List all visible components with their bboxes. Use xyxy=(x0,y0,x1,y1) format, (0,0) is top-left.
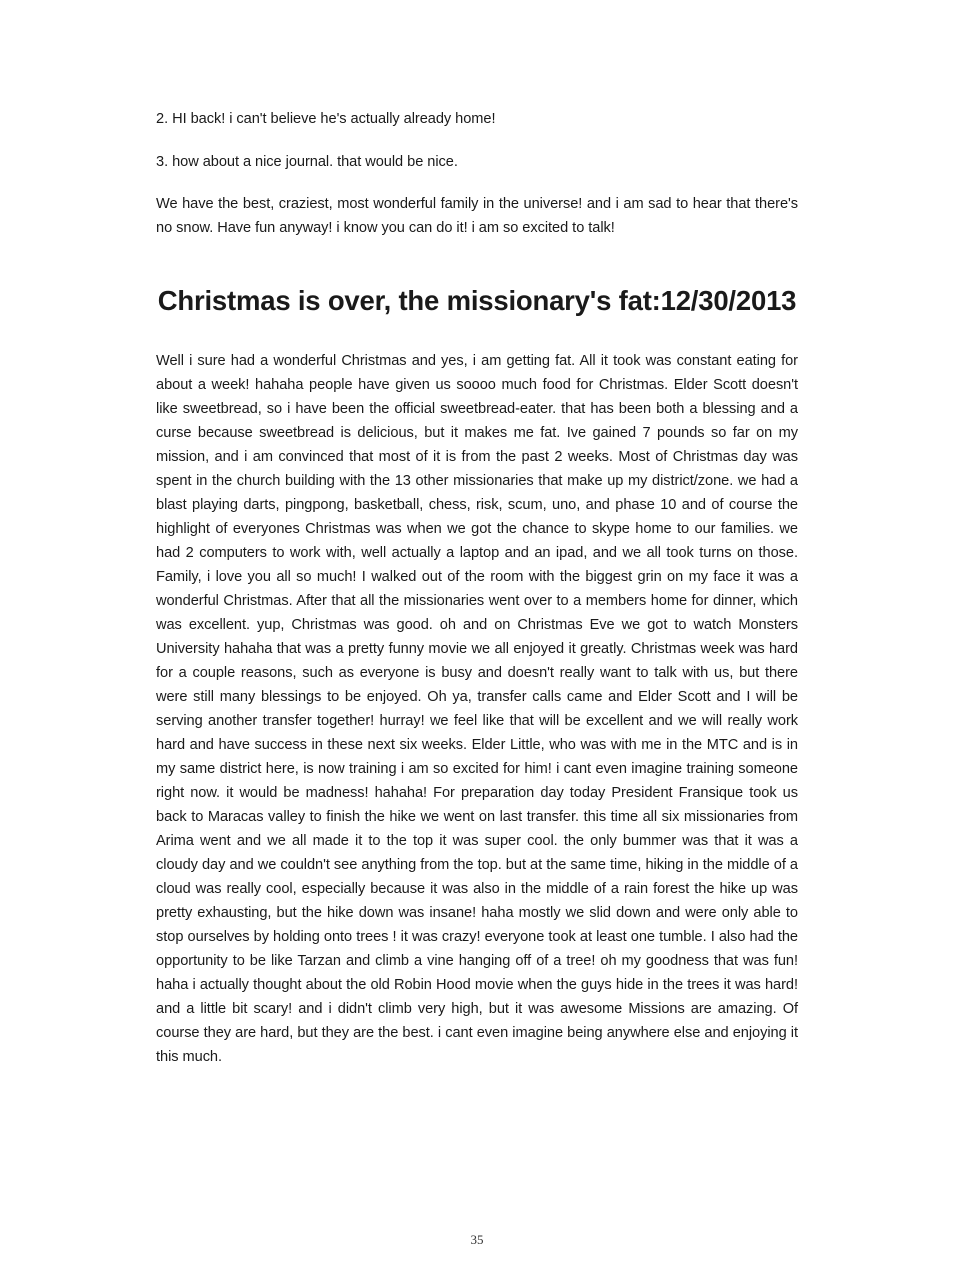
entry-title: Christmas is over, the missionary's fat:12/30/2013 xyxy=(157,284,797,316)
paragraph-item-2: 2. HI back! i can't believe he's actually already home! xyxy=(156,111,496,127)
entry-body-text: Well i sure had a wonderful Christmas and yes, i am getting fat. All it took was constant eating for about a week! hahaha people have given us soooo much food for Christmas. Elder Scott doesn't like sweetbread, so i have been the official sweetbread-eater. that has been both a blessing and a curse because sweetbread is delicious, but it makes me fat. Ive gained 7 pounds so far on my mission, and i am convinced that most of it is from the past 2 weeks. Most of Christmas day was spent in the church building with the 13 other missionaries that make up my district/zone. we had a blast playing darts, pingpong, basketball, chess, risk, scum, uno, and phase 10 and of course the highlight of everyones Christmas was when we got the chance to skype home to our families. we had 2 computers to work with, well actually a laptop and an ipad, and we all took turns on those. Family, i love you all so much! I walked out of the room with the biggest grin on my face it was a wonderful Christmas. After that all the missionaries went over to a members home for dinner, which was excellent. yup, Christmas was good. oh and on Christmas Eve we got to watch Monsters University hahaha that was a pretty funny movie we all enjoyed it greatly. Christmas week was hard for a couple reasons, such as everyone is busy and doesn't really want to talk with us, but there were still many blessings to be enjoyed. Oh ya, transfer calls came and Elder Scott and I will be serving another transfer together! hurray! we feel like that will be excellent and we will really work hard and have success in these next six weeks. Elder Little, who was with me in the MTC and is in my same district here, is now training i am so excited for him! i cant even imagine training someone right now. it would be madness! hahaha! For preparation day today President Fransique took us back to Maracas valley to finish the hike we went on last transfer. this time all six missionaries from Arima went and we all made it to the top it was super cool. the only bummer was that it was a cloudy day and we couldn't see anything from the top. but at the same time, hiking in the middle of a cloud was really cool, especially because it was also in the middle of a rain forest the hike up was pretty exhausting, but the hike down was insane! haha mostly we slid down and were only able to stop ourselves by holding onto trees ! it was crazy! everyone took at least one tumble. I also had the opportunity to be like Tarzan and climb a vine hanging off of a tree! oh my goodness that was fun! haha i actually thought about the old Robin Hood movie when the guys hide in the trees it was hard! and a little bit scary! and i didn't climb very high, but it was awesome Missions are amazing. Of course they are hard, but they are the best. i cant even imagine being anywhere else and enjoying it this much. xyxy=(156,353,798,1066)
page-content xyxy=(156,108,798,1069)
page-number: 35 xyxy=(470,1232,484,1247)
paragraph-family-note: We have the best, craziest, most wonderful family in the universe! and i am sad to hear that there's no snow. Have fun anyway! i know you can do it! i am so excited to talk! xyxy=(156,196,798,236)
paragraph-item-3: 3. how about a nice journal. that would be nice. xyxy=(156,153,458,170)
